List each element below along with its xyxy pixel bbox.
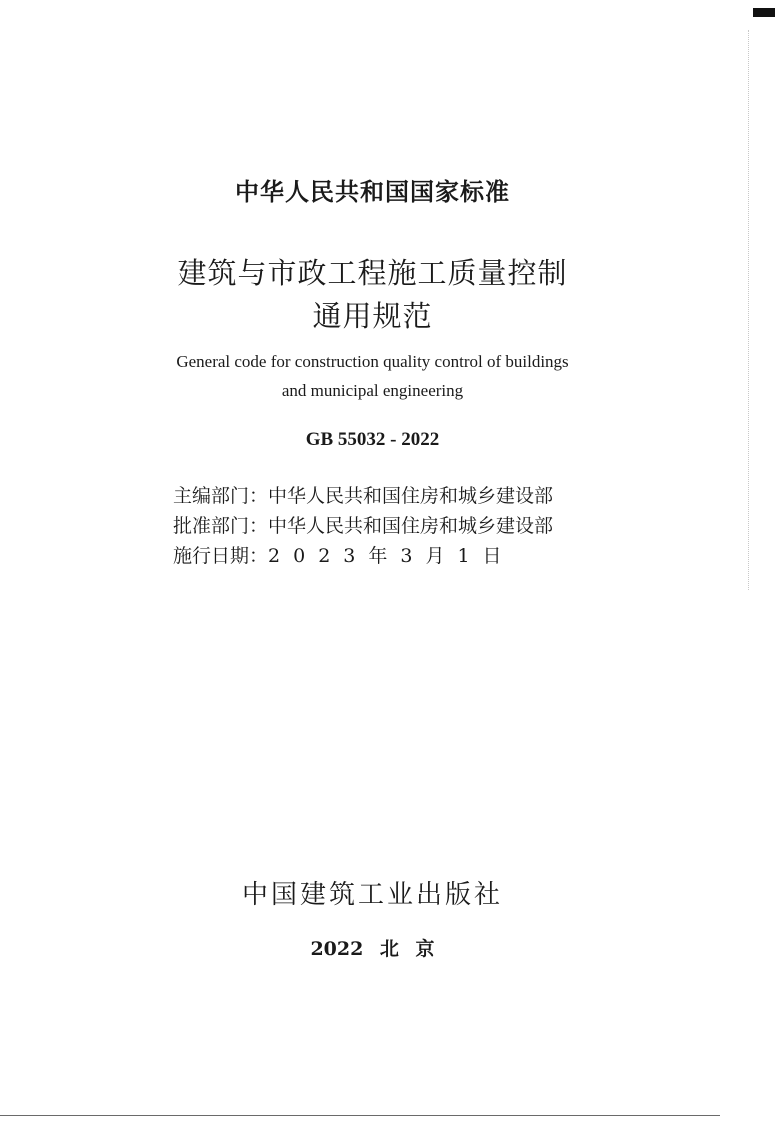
publication-place-year: 2022 北 京 (310, 938, 435, 960)
approval-department-label: 批准部门： (173, 515, 269, 537)
effective-date-row (173, 541, 515, 568)
english-title-line-1: General code for construction quality control of buildings (176, 352, 569, 371)
scan-edge-line (748, 30, 749, 590)
approval-department-value: 中华人民共和国住房和城乡建设部 (268, 515, 554, 537)
scan-edge-mark (753, 8, 775, 17)
chinese-title-line-2: 通用规范 (312, 299, 433, 333)
publisher-name: 中国建筑工业出版社 (241, 880, 503, 910)
effective-date-value: 2023年3月1日 (268, 545, 515, 567)
bottom-rule (0, 1115, 720, 1116)
chief-department-label: 主编部门： (173, 485, 269, 507)
chinese-title-line-1: 建筑与市政工程施工质量控制 (177, 256, 568, 290)
effective-date-label: 施行日期： (173, 545, 269, 567)
series-title: 中华人民共和国国家标准 (235, 178, 510, 206)
chief-department-value: 中华人民共和国住房和城乡建设部 (268, 485, 554, 507)
approval-department-row (173, 511, 553, 538)
chief-department-row (173, 481, 553, 508)
standard-code: GB 55032 - 2022 (305, 429, 440, 450)
english-title-line-2: and municipal engineering (281, 381, 464, 400)
